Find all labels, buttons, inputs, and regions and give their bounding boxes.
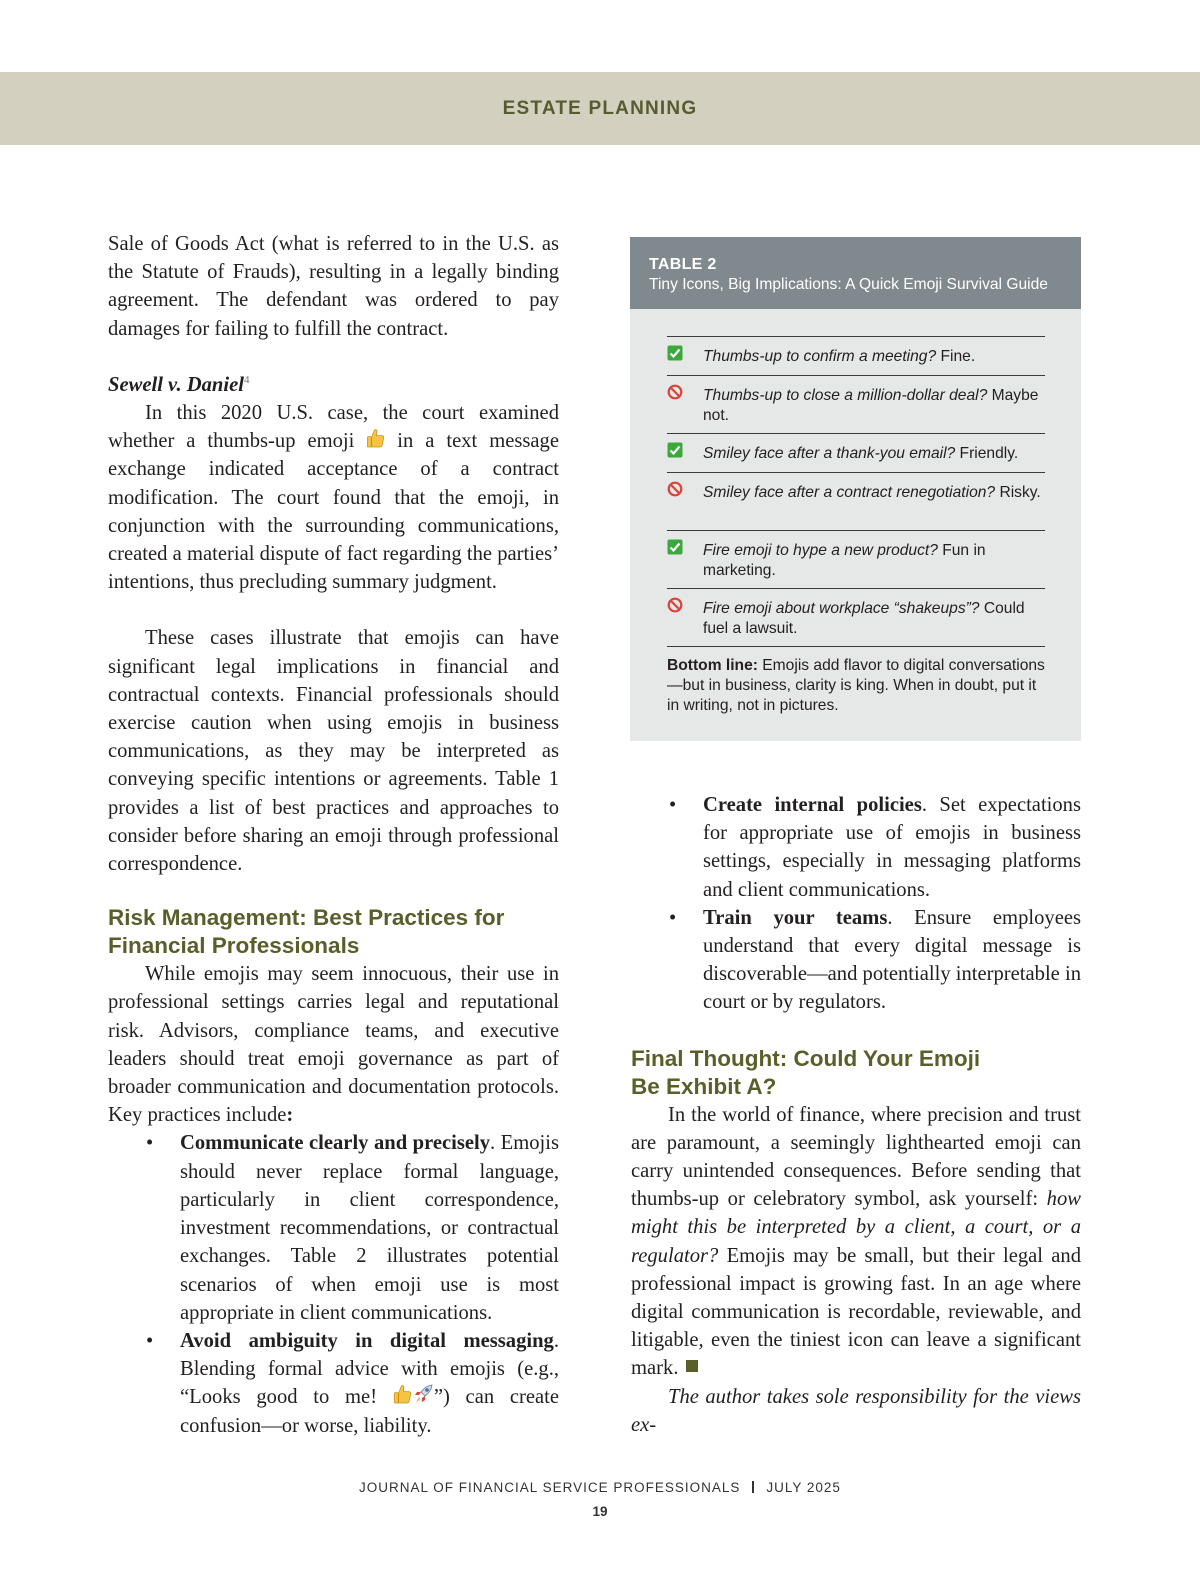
row-answer: Could fuel a lawsuit. <box>703 600 1025 637</box>
thumbs-up-emoji-icon <box>393 1384 412 1405</box>
row-answer: Fun in marketing. <box>703 542 986 579</box>
heading-final-line2: Be Exhibit A? <box>631 1073 777 1099</box>
case-title: Sewell v. Daniel <box>108 373 244 396</box>
thumbs-up-emoji-icon <box>366 428 385 449</box>
list-item <box>669 904 1081 1017</box>
section-header-band <box>0 72 1200 145</box>
table-header <box>630 237 1081 309</box>
row-question: Smiley face after a thank-you email? <box>703 445 956 462</box>
heading-risk-line2: Financial Professionals <box>108 933 360 959</box>
check-icon <box>667 345 683 361</box>
prohibited-icon <box>667 384 683 400</box>
list-item <box>669 791 1081 904</box>
table-row <box>667 472 1045 530</box>
paragraph-intro: Sale of Goods Act (what is referred to in the U.S. as the Statute of Frauds), resulting in a legally binding agreement. The defendant was ordered to pay damages for failing to fulfill the contract. <box>108 233 559 340</box>
heading-risk-line1: Risk Management: Best Practices for <box>108 905 505 931</box>
row-question: Thumbs-up to confirm a meeting? <box>703 348 937 365</box>
final-text-a: In the world of finance, where precision and trust are paramount, a seemingly lighthearted emoji can carry unintended consequences. Before sending that thumbs-up or celebratory symbol, ask yourself: <box>631 1103 1081 1211</box>
table-rule <box>667 646 1045 647</box>
issue-date: JULY 2025 <box>766 1480 841 1495</box>
list-item <box>146 1327 560 1440</box>
page-footer <box>0 1480 1200 1495</box>
table-title: Tiny Icons, Big Implications: A Quick Emoji Survival Guide <box>649 276 1048 293</box>
bullet-icon: • <box>146 1132 154 1155</box>
bullet-icon: • <box>669 794 677 816</box>
list-item <box>146 1129 559 1326</box>
row-question: Thumbs-up to close a million-dollar deal? <box>703 387 988 404</box>
case-text-a: In this 2020 U.S. case, the court examined whether a thumbs-up emoji <box>108 402 559 453</box>
prohibited-icon <box>667 481 683 497</box>
journal-name: JOURNAL OF FINANCIAL SERVICE PROFESSIONALS <box>359 1480 741 1495</box>
bullet-icon: • <box>669 906 677 929</box>
bullet-title: Communicate clearly and precisely <box>180 1132 491 1155</box>
bullet-title: Train your teams <box>703 906 888 929</box>
table-row <box>667 375 1045 433</box>
bottom-line-text: Emojis add flavor to digital conversations—but in business, clarity is king. When in doubt, put it in writing, not in pictures. <box>667 657 1045 714</box>
author-note-text: The author takes sole responsibility for the views ex- <box>631 1385 1081 1436</box>
table-label: TABLE 2 <box>649 256 717 273</box>
paragraph-case <box>108 399 559 596</box>
table-row <box>667 433 1045 472</box>
prohibited-icon <box>667 597 683 613</box>
risk-colon: : <box>286 1104 294 1127</box>
right-column <box>631 791 1081 1439</box>
row-answer: Friendly. <box>955 445 1019 462</box>
bullet-text: . Emojis should never replace formal language, particularly in client correspondence, investment recommendations, or contractual exchanges. Table 2 illustrates potential scenarios of when emoji use is most appropriate in client communications. <box>180 1132 559 1324</box>
final-text-italic: how might this be interpreted by a client, a court, or a regulator? <box>631 1188 1081 1267</box>
check-icon <box>667 442 683 458</box>
page-number: 19 <box>592 1504 608 1519</box>
bullet-text: . Set expectations for appropriate use of emojis in business settings, especially in messaging platforms and client communications. <box>703 794 1081 901</box>
row-answer: Risky. <box>995 484 1041 501</box>
best-practices-list <box>146 1129 560 1439</box>
paragraph-final <box>631 1101 1081 1383</box>
paragraph-risk <box>108 960 559 1129</box>
row-answer: Maybe not. <box>703 387 1039 424</box>
bullet-title: Create internal policies <box>703 794 922 816</box>
row-answer: Fine. <box>936 348 976 365</box>
heading-final-thought <box>631 1045 1081 1101</box>
final-text-b: Emojis may be small, but their legal and professional impact is growing fast. In an age where digital communication is recordable, reviewable, and litigable, even the tiniest icon can leave a significant mark. <box>631 1244 1081 1380</box>
rocket-emoji-icon <box>412 1383 434 1405</box>
bottom-line-label: Bottom line: <box>667 657 758 674</box>
paragraph-author-note <box>631 1383 1081 1439</box>
bullet-text: . Ensure employees understand that every digital message is discoverable—and potentially interpretable in court or by regulators. <box>703 906 1081 1014</box>
bullet-text-a: . Blending formal advice with emojis (e.g., “Looks good to me! <box>180 1329 559 1409</box>
bullet-title: Avoid ambiguity in digital messaging <box>180 1329 554 1352</box>
footer-separator <box>752 1481 754 1493</box>
row-question: Fire emoji to hype a new product? <box>703 542 938 559</box>
heading-final-line1: Final Thought: Could Your Emoji <box>631 1045 981 1071</box>
heading-risk-management <box>108 904 559 960</box>
row-question: Fire emoji about workplace “shakeups”? <box>703 600 980 617</box>
risk-text: While emojis may seem innocuous, their use in professional settings carries legal and reputational risk. Advisors, compliance teams, and executive leaders should treat emoji governance as part of broader communication and documentation protocols. Key practices include <box>108 963 559 1127</box>
section-title: ESTATE PLANNING <box>502 98 698 119</box>
table-row <box>667 530 1045 588</box>
paragraph-cases-illustrate: These cases illustrate that emojis can have significant legal implications in financial and contractual contexts. Financial professionals should exercise caution when using emojis in business communications, as they may be interpreted as conveying specific intentions or agreements. Table 1 provides a list of best practices and approaches to consider before sharing an emoji through professional correspondence. <box>108 627 559 876</box>
left-column <box>108 230 559 1440</box>
check-icon <box>667 539 683 555</box>
table-rows <box>667 336 1045 647</box>
bullet-text-b: ”) can create confusion—or worse, liability. <box>180 1386 560 1437</box>
table-row <box>667 588 1045 646</box>
bullet-icon: • <box>146 1329 154 1352</box>
table-row <box>667 336 1045 375</box>
row-question: Smiley face after a contract renegotiation? <box>703 484 996 501</box>
end-of-article-square-icon <box>686 1360 698 1372</box>
case-text-b: in a text message exchange indicated acceptance of a contract modification. The court found that the emoji, in conjunction with the surrounding communications, created a material dispute of fact regarding the parties’ intentions, thus precluding summary judgment. <box>108 430 559 594</box>
practices-list-continued <box>669 791 1081 1017</box>
footnote-ref: 4 <box>243 373 250 386</box>
table-bottom-line <box>667 656 1047 716</box>
table-2-box <box>630 237 1081 741</box>
case-heading <box>108 371 559 399</box>
